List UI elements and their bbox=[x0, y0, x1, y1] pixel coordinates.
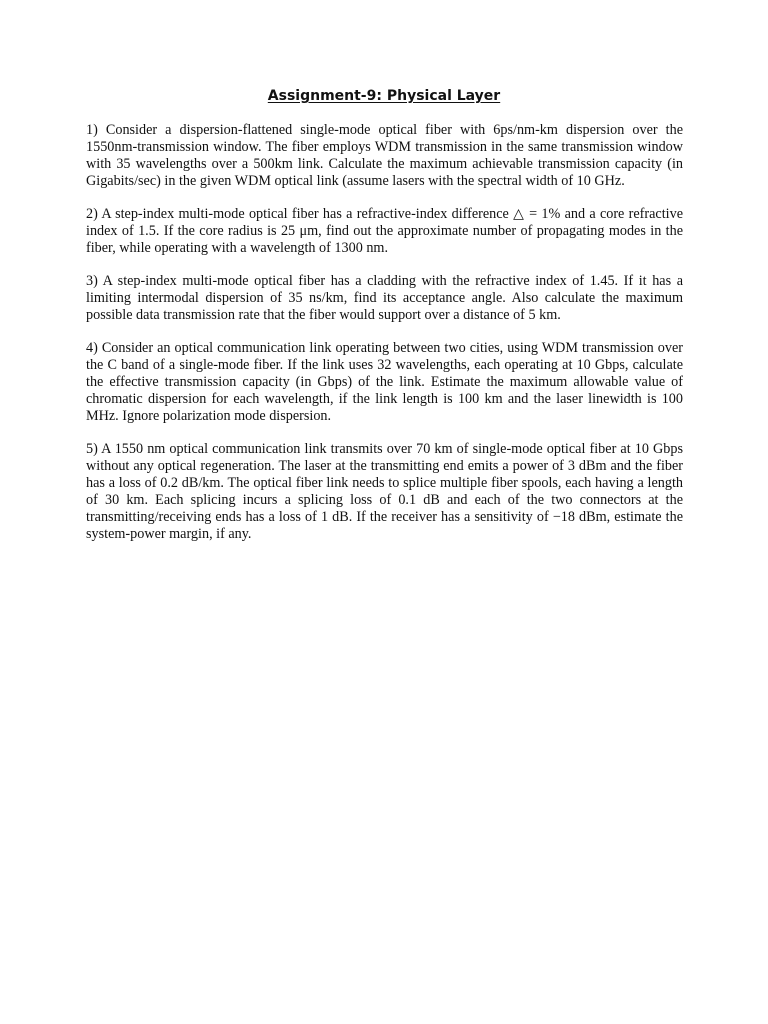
question-2: 2) A step-index multi-mode optical fiber has a refractive-index difference △ = 1% and a core refractive index of 1.5. If the core radius is 25 μm, find out the approximate number of propagating modes in the fiber, while operating with a wavelength of 1300 nm. bbox=[86, 206, 683, 256]
question-5: 5) A 1550 nm optical communication link transmits over 70 km of single-mode optical fiber at 10 Gbps without any optical regeneration. The laser at the transmitting end emits a power of 3 dBm and the fiber has a loss of 0.2 dB/km. The optical fiber link needs to splice multiple fiber spools, each having a length of 30 km. Each splicing incurs a splicing loss of 0.1 dB and each of the two connectors at the transmitting/receiving ends has a loss of 1 dB. If the receiver has a sensitivity of −18 dBm, estimate the system-power margin, if any. bbox=[86, 441, 683, 542]
question-3: 3) A step-index multi-mode optical fiber has a cladding with the refractive index of 1.45. If it has a limiting intermodal dispersion of 35 ns/km, find its acceptance angle. Also calculate the maximum possible data transmission rate that the fiber would support over a distance of 5 km. bbox=[86, 273, 683, 323]
question-list bbox=[86, 122, 683, 559]
page-title: Assignment-9: Physical Layer bbox=[267, 88, 501, 104]
question-4: 4) Consider an optical communication link operating between two cities, using WDM transmission over the C band of a single-mode fiber. If the link uses 32 wavelengths, each operating at 10 Gbps, calculate the effective transmission capacity (in Gbps) of the link. Estimate the maximum allowable value of chromatic dispersion for each wavelength, if the link length is 100 km and the laser linewidth is 100 MHz. Ignore polarization mode dispersion. bbox=[86, 340, 683, 424]
question-1: 1) Consider a dispersion-flattened single-mode optical fiber with 6ps/nm-km dispersion over the 1550nm-transmission window. The fiber employs WDM transmission in the same transmission window with 35 wavelengths over a 500km link. Calculate the maximum achievable transmission capacity (in Gigabits/sec) in the given WDM optical link (assume lasers with the spectral width of 10 GHz. bbox=[86, 122, 683, 189]
